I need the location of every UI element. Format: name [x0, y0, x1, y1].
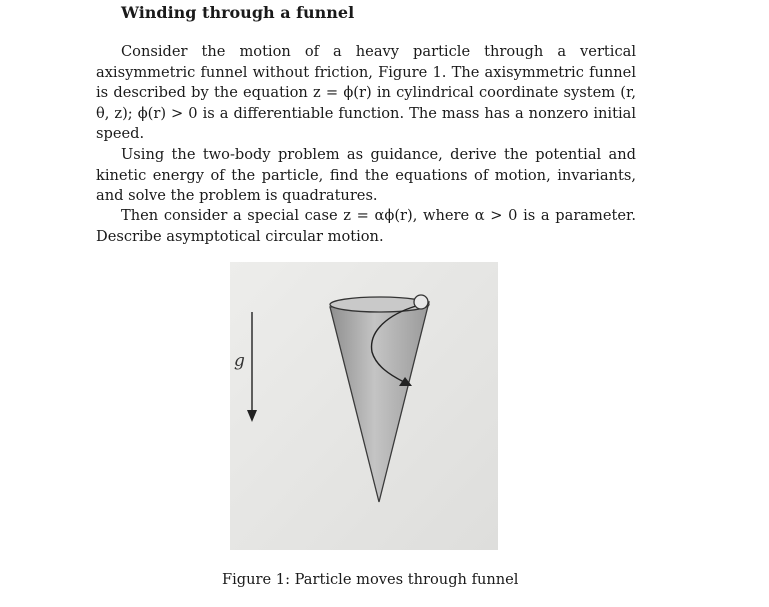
- paragraph-problem-statement: Consider the motion of a heavy particle through a vertical axisymmetric funnel without friction, Figure 1. The axisymmetric funnel is described by the equation z = ϕ(r) in cylindrical coordinate system (r, θ, z); ϕ(r) > 0 is a differentiable function. The mass has a nonzero initial speed.: [96, 43, 636, 142]
- funnel-diagram: [230, 262, 498, 550]
- caption-text: Particle moves through funnel: [294, 571, 519, 588]
- particle: [414, 295, 428, 309]
- section-title: Winding through a funnel: [121, 3, 355, 22]
- paragraph-task: Using the two-body problem as guidance, derive the potential and kinetic energy of the particle, find the equations of motion, invariants, and solve the problem is quadratures.: [96, 146, 636, 204]
- funnel-figure: [230, 262, 498, 550]
- paragraph-special-case: Then consider a special case z = αϕ(r), where α > 0 is a parameter. Describe asymptotical circular motion.: [96, 207, 636, 245]
- figure-caption: [222, 571, 518, 588]
- gravity-label: g: [234, 351, 245, 371]
- caption-label: Figure 1:: [222, 571, 290, 588]
